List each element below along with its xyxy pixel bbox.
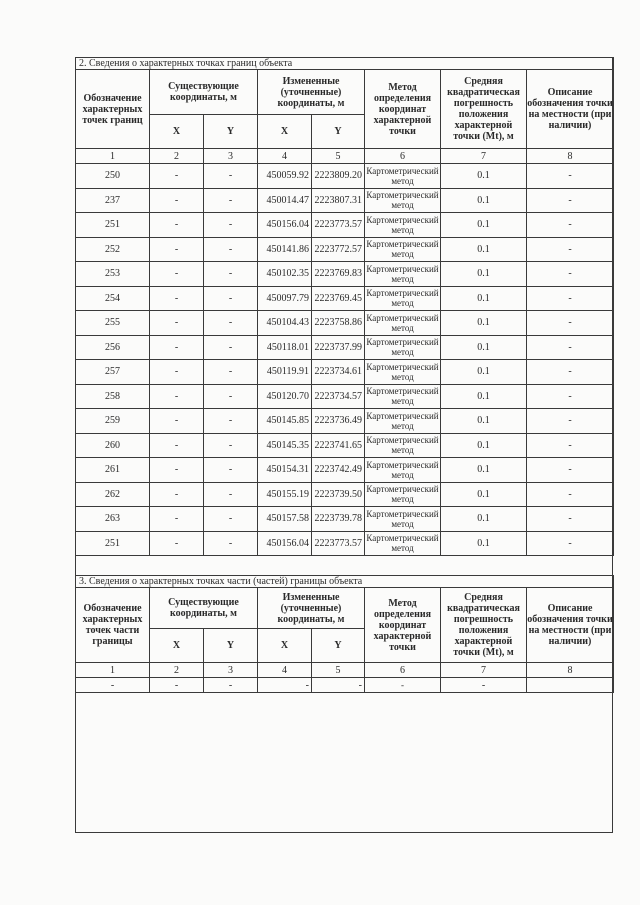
description-cell: -: [527, 188, 614, 213]
header-point: Обозначение характерных точек части границы: [76, 588, 150, 663]
changed-x-cell: 450119.91: [258, 360, 312, 385]
method-cell: Картометрический метод: [365, 482, 441, 507]
description-cell: -: [527, 433, 614, 458]
changed-y-cell: 2223807.31: [312, 188, 365, 213]
table-row: [76, 507, 614, 532]
existing-x-cell: -: [150, 262, 204, 287]
existing-x-cell: -: [150, 311, 204, 336]
changed-y-cell: 2223739.50: [312, 482, 365, 507]
changed-y-cell: 2223769.45: [312, 286, 365, 311]
point-cell: 259: [76, 409, 150, 434]
existing-y-cell: -: [204, 458, 258, 483]
column-number: 4: [258, 149, 312, 164]
table-row: [76, 678, 614, 693]
point-cell: 254: [76, 286, 150, 311]
changed-y-cell: 2223741.65: [312, 433, 365, 458]
method-cell: Картометрический метод: [365, 409, 441, 434]
existing-y-cell: -: [204, 384, 258, 409]
changed-x-cell: 450104.43: [258, 311, 312, 336]
header-description: Описание обозначения точки на местности (при наличии): [527, 70, 614, 149]
changed-x-cell: 450154.31: [258, 458, 312, 483]
description-cell: -: [527, 335, 614, 360]
column-number: 6: [365, 149, 441, 164]
error-cell: 0.1: [441, 531, 527, 556]
existing-x-cell: -: [150, 384, 204, 409]
changed-x-cell: 450014.47: [258, 188, 312, 213]
part-boundary-points-table: [75, 575, 614, 693]
table-row: [76, 531, 614, 556]
table-row: [76, 482, 614, 507]
changed-x-cell: 450120.70: [258, 384, 312, 409]
method-cell: Картометрический метод: [365, 164, 441, 189]
table-row: [76, 213, 614, 238]
description-cell: -: [527, 262, 614, 287]
changed-y-cell: 2223773.57: [312, 213, 365, 238]
table-row: [76, 188, 614, 213]
existing-y-cell: -: [204, 433, 258, 458]
method-cell: Картометрический метод: [365, 507, 441, 532]
table-row: [76, 409, 614, 434]
table-row: [76, 311, 614, 336]
error-cell: 0.1: [441, 262, 527, 287]
existing-x-cell: -: [150, 213, 204, 238]
changed-y-cell: 2223742.49: [312, 458, 365, 483]
section-3-title: 3. Сведения о характерных точках части (частей) границы объекта: [76, 576, 614, 588]
point-cell: 261: [76, 458, 150, 483]
point-cell: 251: [76, 213, 150, 238]
changed-x-cell: 450156.04: [258, 213, 312, 238]
description-cell: -: [527, 286, 614, 311]
changed-y-cell: 2223773.57: [312, 531, 365, 556]
existing-x-cell: -: [150, 335, 204, 360]
column-number: 3: [204, 663, 258, 678]
changed-y-cell: 2223769.83: [312, 262, 365, 287]
existing-y-cell: -: [204, 335, 258, 360]
point-cell: 251: [76, 531, 150, 556]
description-cell: -: [527, 213, 614, 238]
column-number: 1: [76, 663, 150, 678]
column-number: 2: [150, 663, 204, 678]
error-cell: 0.1: [441, 409, 527, 434]
header-description: Описание обозначения точки на местности (при наличии): [527, 588, 614, 663]
header-error: Средняя квадратическая погрешность положения характерной точки (Mt), м: [441, 70, 527, 149]
description-cell: -: [527, 409, 614, 434]
method-cell: Картометрический метод: [365, 237, 441, 262]
changed-y-cell: 2223736.49: [312, 409, 365, 434]
changed-x-cell: 450097.79: [258, 286, 312, 311]
existing-y-cell: -: [204, 311, 258, 336]
header-existing-y: Y: [204, 115, 258, 149]
description-cell: -: [527, 311, 614, 336]
existing-x-cell: -: [150, 678, 204, 693]
header-changed-coords: Измененные (уточненные) координаты, м: [258, 70, 365, 115]
existing-y-cell: -: [204, 237, 258, 262]
changed-y-cell: 2223739.78: [312, 507, 365, 532]
existing-y-cell: -: [204, 286, 258, 311]
point-cell: 237: [76, 188, 150, 213]
existing-x-cell: -: [150, 409, 204, 434]
error-cell: 0.1: [441, 458, 527, 483]
method-cell: Картометрический метод: [365, 384, 441, 409]
header-method: Метод определения координат характерной точки: [365, 70, 441, 149]
changed-x-cell: -: [258, 678, 312, 693]
error-cell: 0.1: [441, 507, 527, 532]
table-row: [76, 335, 614, 360]
column-number: 3: [204, 149, 258, 164]
error-cell: 0.1: [441, 188, 527, 213]
existing-x-cell: -: [150, 188, 204, 213]
changed-y-cell: 2223734.57: [312, 384, 365, 409]
existing-y-cell: -: [204, 678, 258, 693]
column-number: 2: [150, 149, 204, 164]
header-existing-x: X: [150, 115, 204, 149]
point-cell: 255: [76, 311, 150, 336]
table-row: [76, 433, 614, 458]
table-row: [76, 360, 614, 385]
description-cell: -: [527, 482, 614, 507]
existing-y-cell: -: [204, 409, 258, 434]
method-cell: Картометрический метод: [365, 360, 441, 385]
column-number: 7: [441, 149, 527, 164]
error-cell: 0.1: [441, 311, 527, 336]
header-method: Метод определения координат характерной точки: [365, 588, 441, 663]
changed-x-cell: 450118.01: [258, 335, 312, 360]
error-cell: 0.1: [441, 213, 527, 238]
boundary-points-table: [75, 57, 614, 556]
changed-y-cell: 2223737.99: [312, 335, 365, 360]
point-cell: 253: [76, 262, 150, 287]
existing-y-cell: -: [204, 188, 258, 213]
point-cell: 252: [76, 237, 150, 262]
existing-x-cell: -: [150, 507, 204, 532]
table-row: [76, 262, 614, 287]
error-cell: 0.1: [441, 335, 527, 360]
header-existing-x: X: [150, 629, 204, 663]
error-cell: 0.1: [441, 433, 527, 458]
column-number: 8: [527, 149, 614, 164]
header-point: Обозначение характерных точек границ: [76, 70, 150, 149]
method-cell: Картометрический метод: [365, 433, 441, 458]
column-number: 6: [365, 663, 441, 678]
method-cell: Картометрический метод: [365, 286, 441, 311]
header-changed-y: Y: [312, 629, 365, 663]
point-cell: 258: [76, 384, 150, 409]
point-cell: 250: [76, 164, 150, 189]
method-cell: Картометрический метод: [365, 188, 441, 213]
description-cell: -: [527, 458, 614, 483]
changed-y-cell: -: [312, 678, 365, 693]
existing-x-cell: -: [150, 360, 204, 385]
changed-x-cell: 450145.85: [258, 409, 312, 434]
existing-x-cell: -: [150, 433, 204, 458]
changed-x-cell: 450102.35: [258, 262, 312, 287]
point-cell: -: [76, 678, 150, 693]
existing-y-cell: -: [204, 482, 258, 507]
error-cell: 0.1: [441, 237, 527, 262]
header-changed-y: Y: [312, 115, 365, 149]
error-cell: 0.1: [441, 384, 527, 409]
changed-x-cell: 450059.92: [258, 164, 312, 189]
description-cell: [527, 678, 614, 693]
existing-x-cell: -: [150, 531, 204, 556]
description-cell: -: [527, 164, 614, 189]
description-cell: -: [527, 237, 614, 262]
existing-x-cell: -: [150, 286, 204, 311]
error-cell: 0.1: [441, 164, 527, 189]
header-existing-y: Y: [204, 629, 258, 663]
description-cell: -: [527, 531, 614, 556]
table-row: [76, 384, 614, 409]
changed-x-cell: 450145.35: [258, 433, 312, 458]
error-cell: 0.1: [441, 286, 527, 311]
changed-x-cell: 450141.86: [258, 237, 312, 262]
header-existing-coords: Существующие координаты, м: [150, 70, 258, 115]
description-cell: -: [527, 360, 614, 385]
description-cell: -: [527, 507, 614, 532]
column-number: 5: [312, 149, 365, 164]
method-cell: Картометрический метод: [365, 335, 441, 360]
error-cell: 0.1: [441, 360, 527, 385]
column-number: 7: [441, 663, 527, 678]
existing-x-cell: -: [150, 482, 204, 507]
method-cell: Картометрический метод: [365, 531, 441, 556]
point-cell: 262: [76, 482, 150, 507]
existing-y-cell: -: [204, 262, 258, 287]
existing-y-cell: -: [204, 164, 258, 189]
header-changed-x: X: [258, 629, 312, 663]
column-number: 8: [527, 663, 614, 678]
header-error: Средняя квадратическая погрешность положения характерной точки (Mt), м: [441, 588, 527, 663]
table-row: [76, 164, 614, 189]
column-number: 4: [258, 663, 312, 678]
point-cell: 256: [76, 335, 150, 360]
table-row: [76, 458, 614, 483]
existing-y-cell: -: [204, 213, 258, 238]
error-cell: 0.1: [441, 482, 527, 507]
header-existing-coords: Существующие координаты, м: [150, 588, 258, 629]
header-changed-coords: Измененные (уточненные) координаты, м: [258, 588, 365, 629]
changed-y-cell: 2223758.86: [312, 311, 365, 336]
point-cell: 263: [76, 507, 150, 532]
point-cell: 260: [76, 433, 150, 458]
changed-y-cell: 2223734.61: [312, 360, 365, 385]
method-cell: Картометрический метод: [365, 311, 441, 336]
table-row: [76, 237, 614, 262]
changed-y-cell: 2223772.57: [312, 237, 365, 262]
changed-x-cell: 450155.19: [258, 482, 312, 507]
changed-y-cell: 2223809.20: [312, 164, 365, 189]
method-cell: -: [365, 678, 441, 693]
section-2-title: 2. Сведения о характерных точках границ объекта: [76, 58, 614, 70]
point-cell: 257: [76, 360, 150, 385]
method-cell: Картометрический метод: [365, 262, 441, 287]
error-cell: -: [441, 678, 527, 693]
table-row: [76, 286, 614, 311]
header-changed-x: X: [258, 115, 312, 149]
method-cell: Картометрический метод: [365, 213, 441, 238]
existing-y-cell: -: [204, 531, 258, 556]
changed-x-cell: 450157.58: [258, 507, 312, 532]
existing-x-cell: -: [150, 458, 204, 483]
existing-y-cell: -: [204, 360, 258, 385]
existing-x-cell: -: [150, 237, 204, 262]
description-cell: -: [527, 384, 614, 409]
column-number: 1: [76, 149, 150, 164]
existing-y-cell: -: [204, 507, 258, 532]
method-cell: Картометрический метод: [365, 458, 441, 483]
column-number: 5: [312, 663, 365, 678]
changed-x-cell: 450156.04: [258, 531, 312, 556]
existing-x-cell: -: [150, 164, 204, 189]
